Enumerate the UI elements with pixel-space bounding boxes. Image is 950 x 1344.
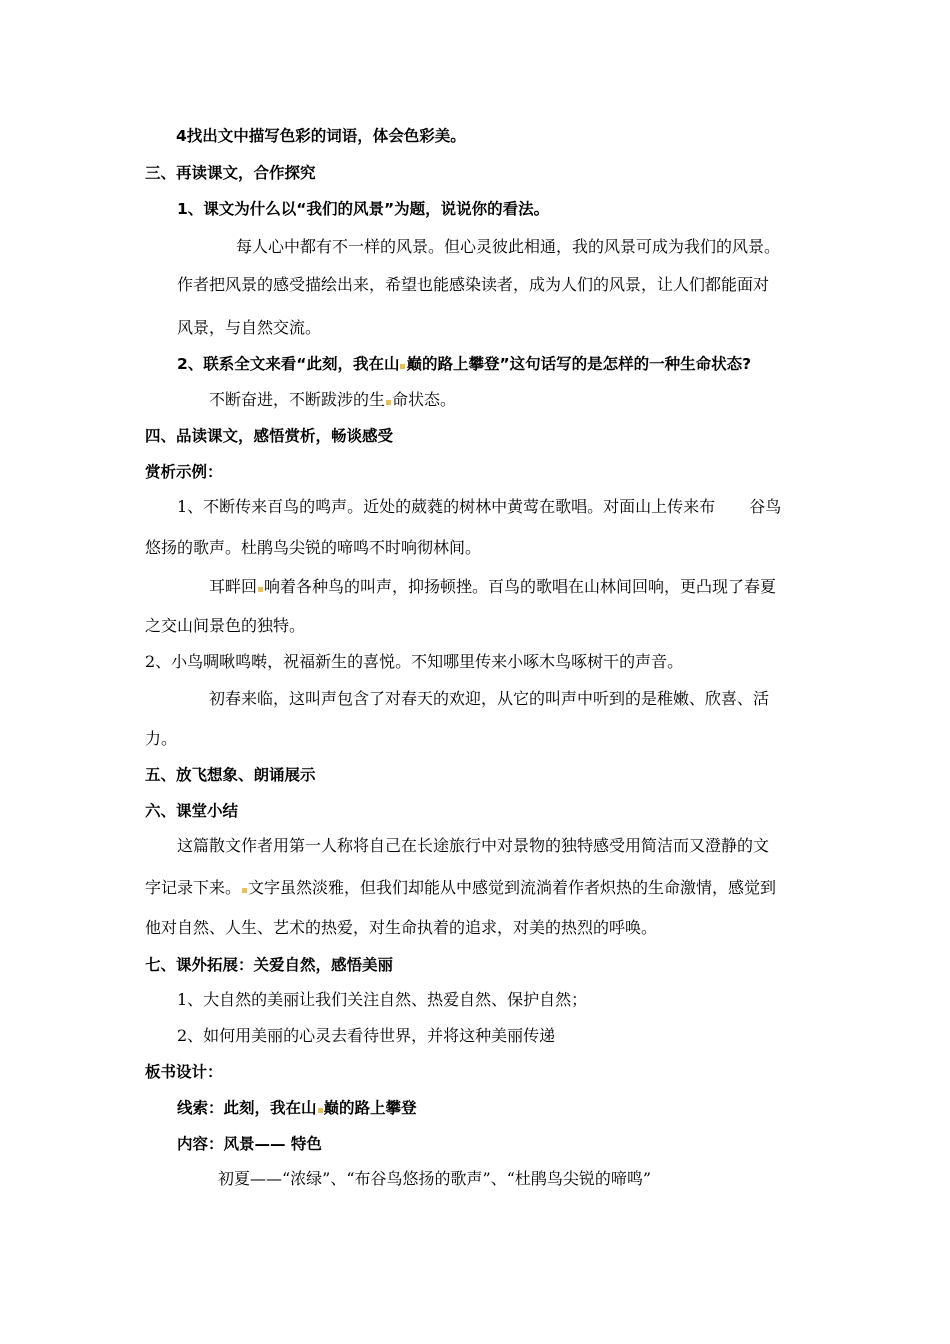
- summary-line-3: 他对自然、人生、艺术的热爱，对生命执着的追求，对美的热烈的呼唤。: [145, 918, 658, 937]
- example-2: 2、小鸟啁啾鸣啭，祝福新生的喜悦。不知哪里传来小啄木鸟啄树干的声音。: [145, 652, 684, 671]
- summary-line-1: 这篇散文作者用第一人称将自己在长途旅行中对景物的独特感受用简洁而又澄静的文: [177, 836, 770, 855]
- example-1-line-1: [177, 497, 781, 517]
- question-2-part-2: 巅的路上攀登”这句话写的是怎样的一种生命状态?: [406, 355, 752, 373]
- board-clue: [177, 1098, 417, 1118]
- extension-item-2: 2、如何用美丽的心灵去看待世界，并将这种美丽传递: [177, 1026, 556, 1045]
- question-2-part-1: 2、联系全文来看“此刻，我在山: [177, 355, 400, 373]
- board-early-summary: 初夏——“浓绿”、“布谷鸟悠扬的歌声”、“杜鹃鸟尖锐的啼鸣”: [218, 1169, 652, 1188]
- board-content: 内容：风景—— 特色: [177, 1135, 322, 1153]
- summary-line-2: [145, 878, 776, 898]
- marker-dot: [400, 364, 405, 369]
- section-heading-4: 四、品读课文，感悟赏析，畅谈感受: [145, 427, 394, 445]
- board-design-heading: 板书设计：: [145, 1063, 223, 1081]
- example-1-analysis-line-2: 之交山间景色的独特。: [145, 616, 306, 635]
- example-2-analysis-line-1: 初春来临，这叫声包含了对春天的欢迎，从它的叫声中听到的是稚嫩、欣喜、活: [209, 689, 770, 708]
- section-heading-3: 三、再读课文，合作探究: [145, 164, 316, 182]
- answer-1-line-3: 风景，与自然交流。: [177, 318, 322, 337]
- answer-2-part-2: 命状态。: [392, 390, 457, 409]
- question-1: 1、课文为什么以“我们的风景”为题，说说你的看法。: [177, 200, 550, 218]
- example-heading: 赏析示例：: [145, 463, 223, 481]
- board-clue-part-2: 巅的路上攀登: [323, 1099, 417, 1117]
- summary-part-1: 字记录下来。: [145, 878, 242, 897]
- analysis-part-2: 响着各种鸟的叫声，抑扬顿挫。百鸟的歌唱在山林间回响，更凸现了春夏: [264, 577, 777, 596]
- marker-dot: [258, 587, 263, 592]
- example-1-part-1: 1、不断传来百鸟的鸣声。近处的葳蕤的树林中黄莺在歌唱。对面山上传来布: [177, 497, 716, 516]
- section-heading-5: 五、放飞想象、朗诵展示: [145, 766, 316, 784]
- board-clue-part-1: 线索：此刻，我在山: [177, 1099, 317, 1117]
- extension-item-1: 1、大自然的美丽让我们关注自然、热爱自然、保护自然；: [177, 990, 588, 1009]
- answer-1-line-2: 作者把风景的感受描绘出来，希望也能感染读者，成为人们的风景，让人们都能面对: [177, 275, 770, 294]
- marker-dot: [242, 888, 247, 893]
- marker-dot: [386, 400, 391, 405]
- section-heading-6: 六、课堂小结: [145, 802, 239, 820]
- question-2: [177, 354, 751, 374]
- summary-part-2: 文字虽然淡雅，但我们却能从中感觉到流淌着作者炽热的生命激情，感觉到: [248, 878, 777, 897]
- section-heading-7: 七、课外拓展：关爱自然，感悟美丽: [145, 956, 394, 974]
- answer-2: [209, 390, 456, 410]
- example-2-analysis-line-2: 力。: [145, 729, 178, 748]
- example-1-analysis-line-1: [209, 577, 776, 597]
- example-1-line-2: 悠扬的歌声。杜鹃鸟尖锐的啼鸣不时响彻林间。: [145, 538, 482, 557]
- analysis-part-1: 耳畔回: [209, 577, 258, 596]
- marker-dot: [318, 1108, 323, 1113]
- answer-2-part-1: 不断奋进，不断跋涉的生: [209, 390, 386, 409]
- question-4: 4找出文中描写色彩的词语，体会色彩美。: [176, 127, 466, 145]
- example-1-part-2: 谷鸟: [749, 497, 782, 516]
- answer-1-line-1: 每人心中都有不一样的风景。但心灵彼此相通，我的风景可成为我们的风景。: [236, 237, 781, 256]
